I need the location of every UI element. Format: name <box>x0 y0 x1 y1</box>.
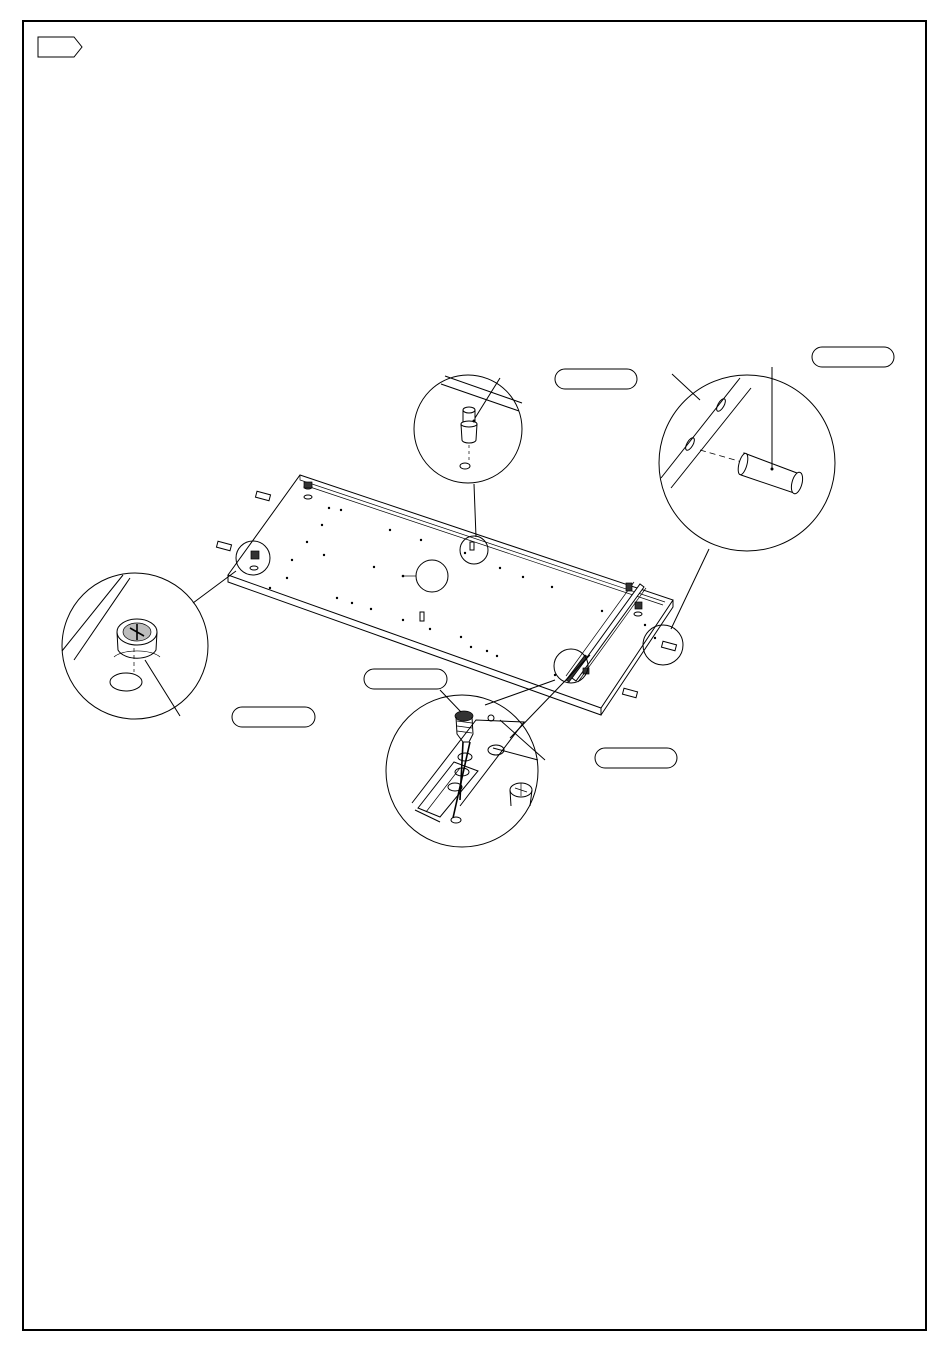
dowel-loose-2 <box>216 541 231 550</box>
dowel-loose-1 <box>255 491 270 500</box>
callout-e <box>595 748 677 768</box>
dowel-loose-3 <box>661 641 676 650</box>
bottom-panel <box>216 475 683 715</box>
callout-a <box>555 369 637 389</box>
part-label-circle <box>416 560 448 592</box>
callout-d <box>364 669 447 689</box>
callout-c <box>232 707 315 727</box>
step-tag <box>38 37 82 57</box>
callout-b <box>812 347 894 367</box>
cam-fitting-right <box>634 602 642 616</box>
detail-dowel <box>659 367 835 629</box>
dowel-loose-4 <box>622 688 637 697</box>
detail-cam-lock <box>62 571 236 719</box>
detail-pin <box>414 375 522 537</box>
